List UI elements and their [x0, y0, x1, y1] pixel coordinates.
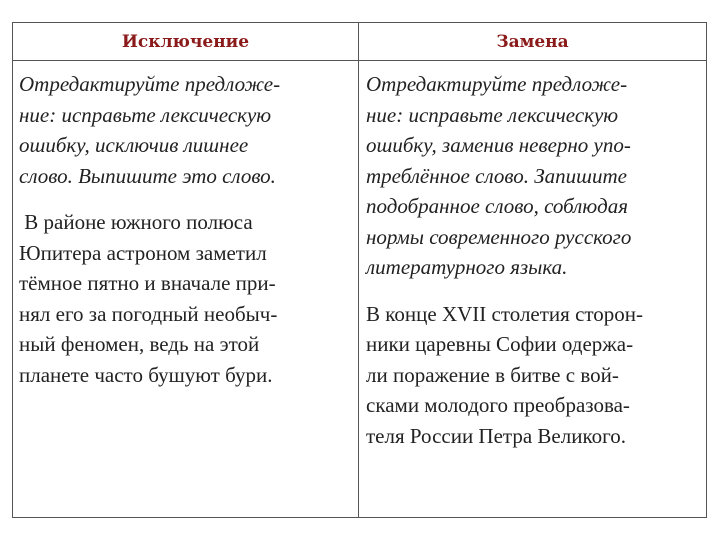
sentence-line: В районе южного полюса: [19, 210, 253, 234]
task-line: ние: исправьте лексическую: [366, 102, 619, 127]
exercise-table: [12, 22, 707, 518]
task-line: Отредактируйте предложе-: [366, 72, 628, 96]
sentence-line: ный феномен, ведь на этой: [19, 332, 260, 356]
sentence-line: планете часто бушуют бури.: [19, 362, 273, 387]
task-line: ние: исправьте лексическую: [19, 102, 272, 127]
replacement-cell: [359, 61, 706, 517]
task-line: ошибку, исключив лишнее: [19, 133, 249, 157]
sentence-line: ники царевны Софии одержа-: [366, 332, 634, 356]
replacement-task: [366, 69, 702, 283]
sentence-line: ли поражение в битве с вой-: [366, 362, 619, 387]
sentence-line: сками молодого преобразова-: [366, 393, 630, 417]
task-line: Отредактируйте предложе-: [19, 72, 281, 96]
sentence-line: Юпитера астроном заметил: [19, 240, 267, 265]
exclusion-task: [19, 69, 354, 191]
table-header-row: [13, 23, 706, 61]
task-line: треблённое слово. Запишите: [366, 163, 627, 188]
exclusion-cell: [13, 61, 358, 517]
task-line: слово. Выпишите это слово.: [19, 163, 276, 188]
sentence-line: тёмное пятно и вначале при-: [19, 271, 276, 295]
task-line: нормы современного русского: [366, 224, 632, 249]
task-line: ошибку, заменив неверно упо-: [366, 133, 631, 157]
header-replacement: Замена: [496, 31, 569, 52]
header-exclusion: Исключение: [121, 31, 250, 52]
sentence-line: В конце XVII столетия сторон-: [366, 301, 644, 326]
sentence-line: нял его за погодный необыч-: [19, 301, 278, 326]
sentence-line: теля России Петра Великого.: [366, 423, 626, 448]
task-line: литературного языка.: [366, 255, 568, 279]
replacement-sentence: [366, 299, 702, 452]
exclusion-sentence: [19, 207, 354, 390]
task-line: подобранное слово, соблюдая: [366, 194, 629, 218]
